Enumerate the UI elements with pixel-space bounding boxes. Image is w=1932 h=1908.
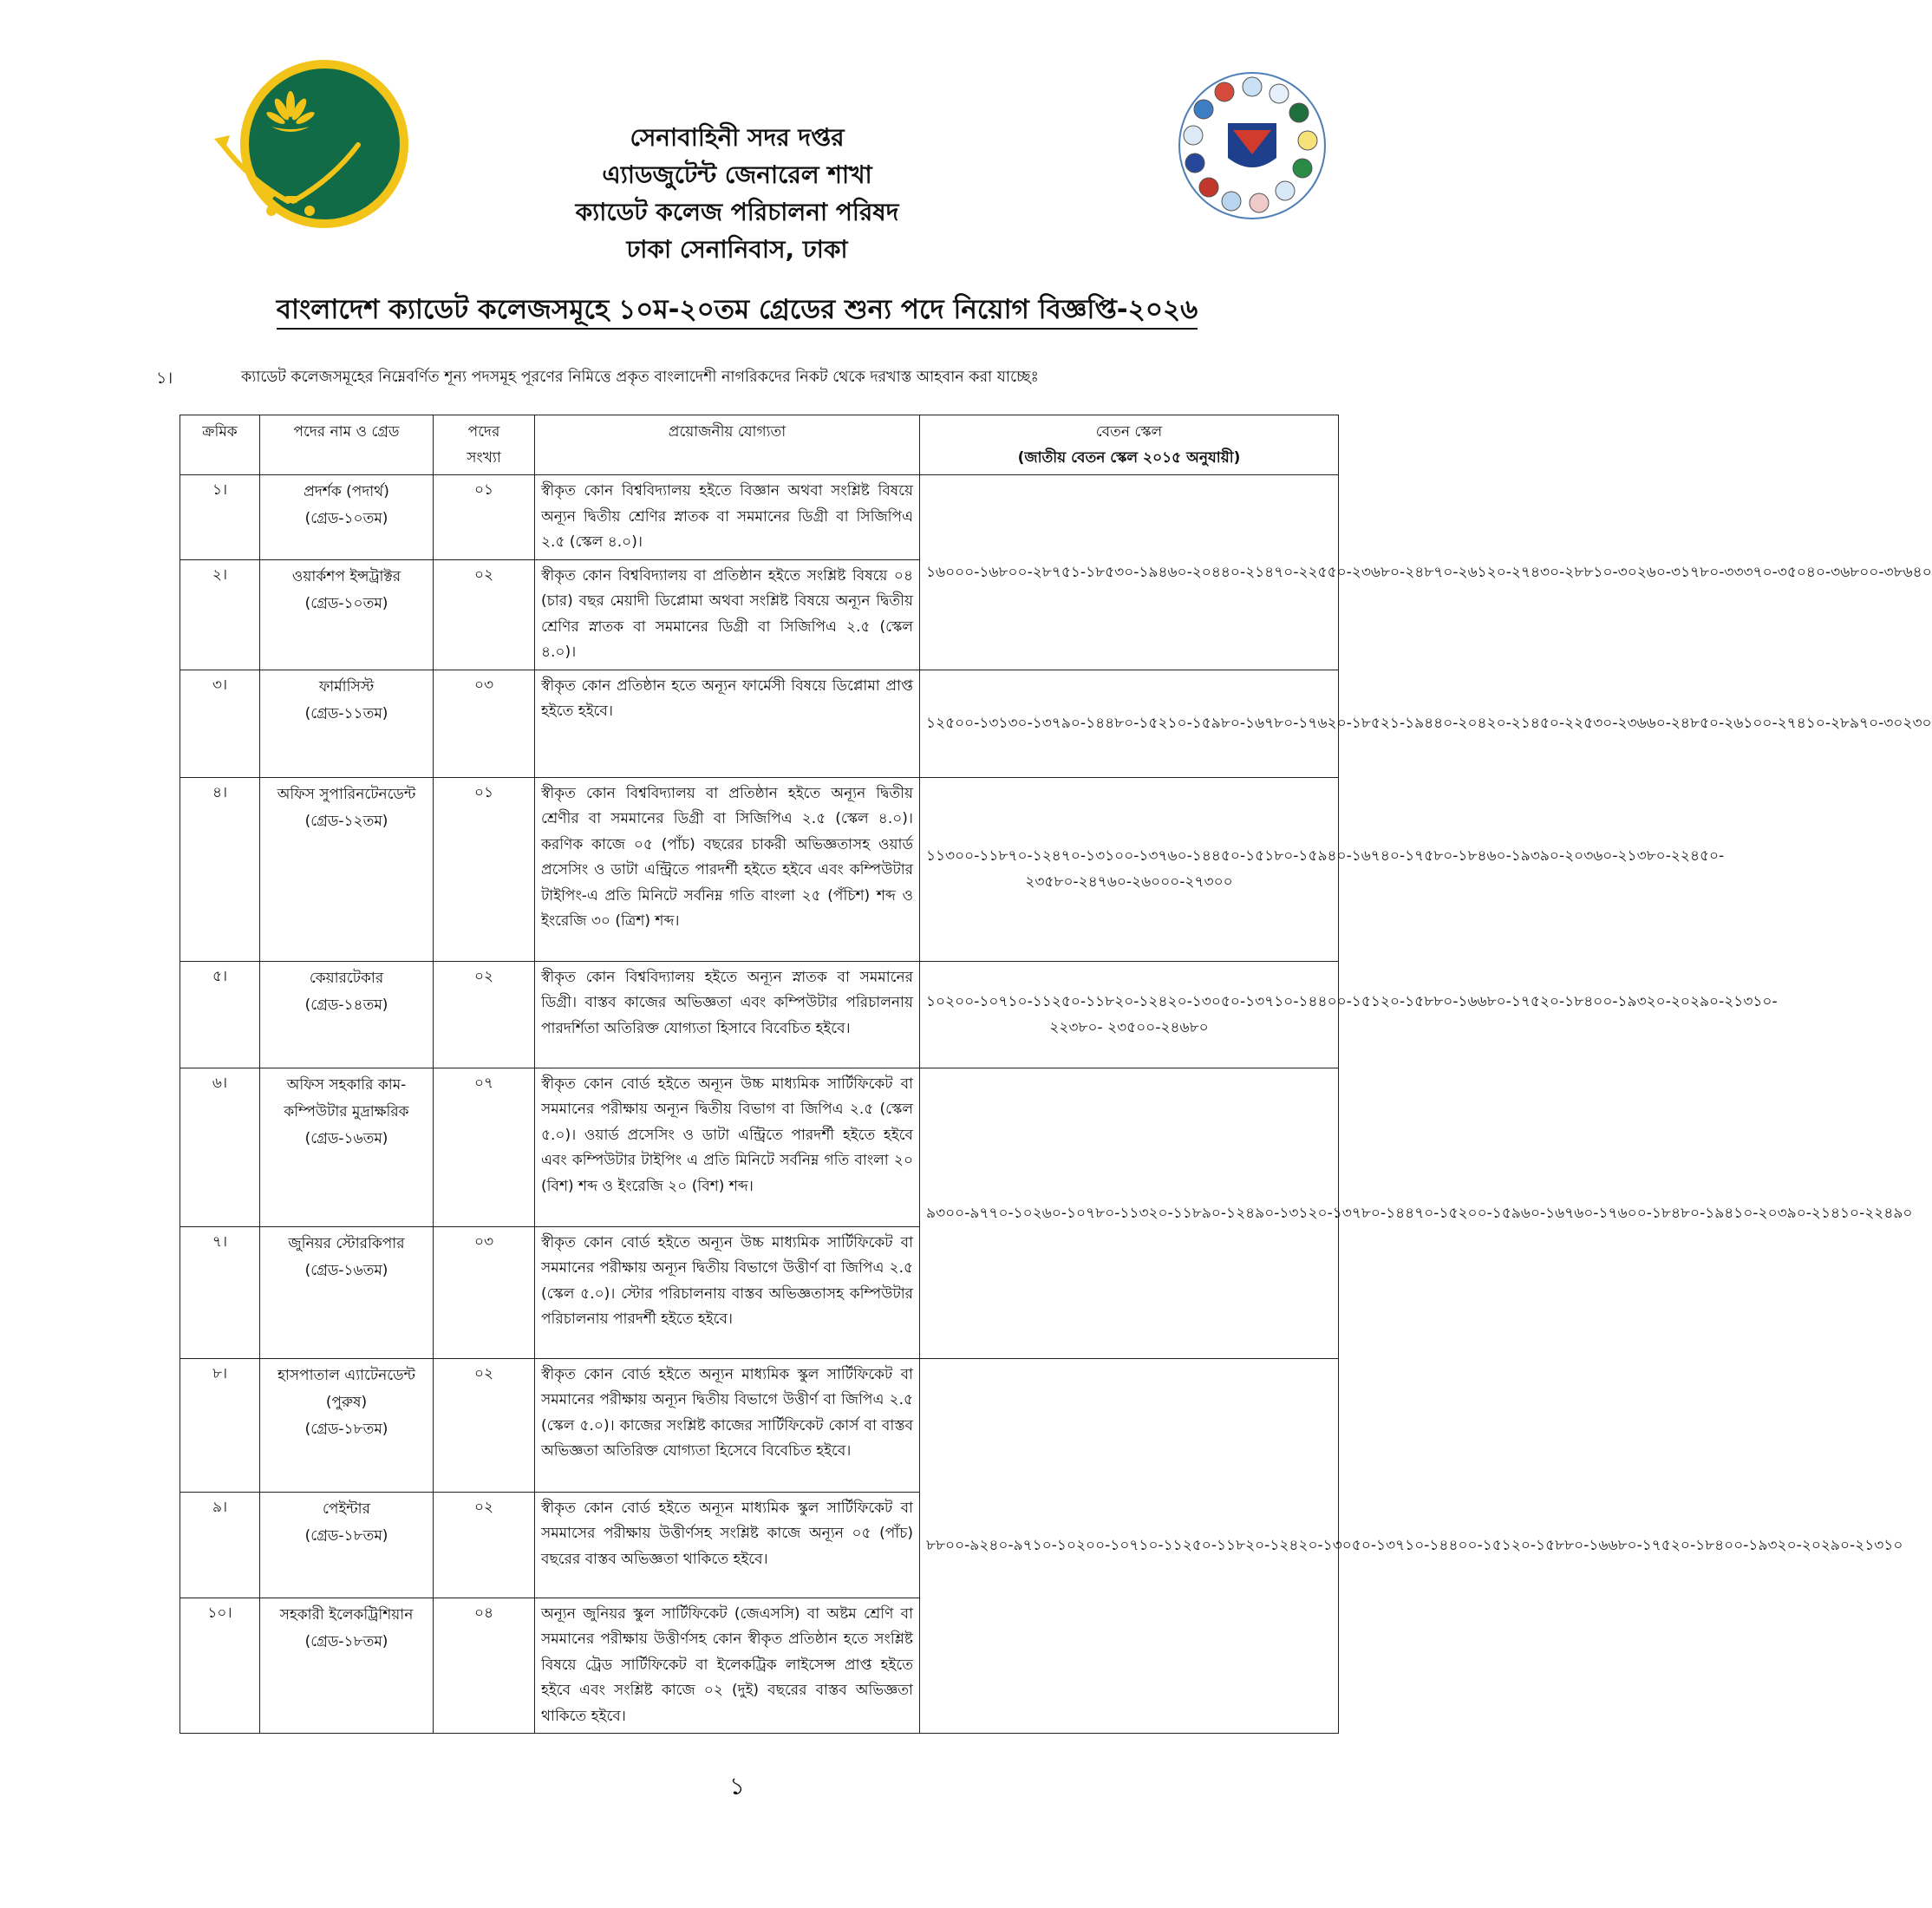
row-pay-scale: ৯৩০০-৯৭৭০-১০২৬০-১০৭৮০-১১৩২০-১১৮৯০-১২৪৯০-১৩১২০-১৩৭৮০-১৪৪৭০-১৫২০০-১৫৯৬০-১৬৭৬০-১৭৬০০-১৮৪৮০-১৯৪১০-২০৩৯০-২১৪১০-২২৪৯০ bbox=[920, 1068, 1339, 1358]
table-row bbox=[180, 1358, 1339, 1492]
post-grade: (গ্রেড-১৮তম) bbox=[304, 1632, 388, 1650]
post-grade: (গ্রেড-১০তম) bbox=[304, 510, 388, 527]
row-serial: ৯। bbox=[180, 1492, 260, 1598]
row-qualification: অন্যূন জুনিয়র স্কুল সার্টিফিকেট (জেএসসি) বা অষ্টম শ্রেণি বা সমমানের পরীক্ষায় উত্তীর্ণসহ কোন স্বীকৃত প্রতিষ্ঠান হতে সংশ্লিষ্ট বিষয়ে ট্রেড সার্টিফিকেট বা ইলেকট্রিক লাইসেন্স প্রাপ্ত হইতে হইবে এবং সংশ্লিষ্ট কাজে ০২ (দুই) বছরের বাস্তব অভিজ্ঞতা থাকিতে হইবে। bbox=[535, 1598, 920, 1734]
header-post-name: পদের নাম ও গ্রেড bbox=[260, 415, 434, 475]
post-name: হাসপাতাল এ্যাটেনডেন্ট (পুরুষ) bbox=[277, 1366, 416, 1411]
post-grade: (গ্রেড-১৬তম) bbox=[304, 1129, 388, 1147]
row-serial: ৮। bbox=[180, 1358, 260, 1492]
post-grade: (গ্রেড-১২তম) bbox=[304, 812, 388, 830]
row-serial: ৫। bbox=[180, 961, 260, 1068]
row-serial: ২। bbox=[180, 559, 260, 670]
row-quantity: ০৩ bbox=[434, 1226, 535, 1358]
post-grade: (গ্রেড-১৪তম) bbox=[304, 996, 388, 1014]
header-pay-scale bbox=[920, 415, 1339, 475]
row-qualification: স্বীকৃত কোন বিশ্ববিদ্যালয় বা প্রতিষ্ঠান হইতে সংশ্লিষ্ট বিষয়ে ০৪ (চার) বছর মেয়াদী ডিপ্লোমা অথবা সংশ্লিষ্ট বিষয়ে অন্যূন দ্বিতীয় শ্রেণির স্নাতক বা সমমানের ডিগ্রী বা সিজিপিএ ২.৫ (স্কেল ৪.০)। bbox=[535, 559, 920, 670]
row-pay-scale: ১০২০০-১০৭১০-১১২৫০-১১৮২০-১২৪২০-১৩০৫০-১৩৭১০-১৪৪০০-১৫১২০-১৫৮৮০-১৬৬৮০-১৭৫২০-১৮৪০০-১৯৩২০-২০২৯০-২১৩১০- ২২৩৮০- ২৩৫০০-২৪৬৮০ bbox=[920, 961, 1339, 1068]
row-qualification: স্বীকৃত কোন প্রতিষ্ঠান হতে অন্যূন ফার্মেসী বিষয়ে ডিপ্লোমা প্রাপ্ত হইতে হইবে। bbox=[535, 670, 920, 777]
row-qualification: স্বীকৃত কোন বোর্ড হইতে অন্যূন মাধ্যমিক স্কুল সার্টিফিকেট বা সমমাসের পরীক্ষায় উত্তীর্ণসহ সংশ্লিষ্ট কাজে অন্যূন ০৫ (পাঁচ) বছরের বাস্তব অভিজ্ঞতা থাকিতে হইবে। bbox=[535, 1492, 920, 1598]
header-line-hq: সেনাবাহিনী সদর দপ্তর bbox=[630, 123, 845, 152]
notice-title-text: বাংলাদেশ ক্যাডেট কলেজসমূহে ১০ম-২০তম গ্রেডের শুন্য পদে নিয়োগ বিজ্ঞপ্তি-২০২৬ bbox=[277, 294, 1198, 330]
row-pay-scale: ৮৮০০-৯২৪০-৯৭১০-১০২০০-১০৭১০-১১২৫০-১১৮২০-১২৪২০-১৩০৫০-১৩৭১০-১৪৪০০-১৫১২০-১৫৮৮০-১৬৬৮০-১৭৫২০-১৮৪০০-১৯৩২০-২০২৯০-২১৩১০ bbox=[920, 1358, 1339, 1734]
row-pay-scale: ১১৩০০-১১৮৭০-১২৪৭০-১৩১০০-১৩৭৬০-১৪৪৫০-১৫১৮০-১৫৯৪০-১৬৭৪০-১৭৫৮০-১৮৪৬০-১৯৩৯০-২০৩৬০-২১৩৮০-২২৪৫০- ২৩৫৮০-২৪৭৬০-২৬০০০-২৭৩০০ bbox=[920, 777, 1339, 961]
table-row bbox=[180, 670, 1339, 777]
page-number: ১ bbox=[728, 1772, 746, 1800]
header-pay-scale-line2: (জাতীয় বেতন স্কেল ২০১৫ অনুযায়ী) bbox=[1017, 449, 1241, 467]
header-line-location: ঢাকা সেনানিবাস, ঢাকা bbox=[626, 235, 848, 264]
header-pay-scale-line1: বেতন স্কেল bbox=[1095, 423, 1163, 441]
notice-title bbox=[0, 289, 1474, 334]
row-serial: ৭। bbox=[180, 1226, 260, 1358]
row-post-name bbox=[260, 961, 434, 1068]
row-quantity: ০৭ bbox=[434, 1068, 535, 1226]
post-grade: (গ্রেড-১৮তম) bbox=[304, 1420, 388, 1438]
row-post-name bbox=[260, 670, 434, 777]
table-row bbox=[180, 961, 1339, 1068]
row-quantity: ০৩ bbox=[434, 670, 535, 777]
header-line-branch: এ্যাডজুটেন্ট জেনারেল শাখা bbox=[602, 160, 872, 189]
row-post-name bbox=[260, 777, 434, 961]
vacancy-table bbox=[179, 415, 1932, 1734]
row-pay-scale: ১২৫০০-১৩১৩০-১৩৭৯০-১৪৪৮০-১৫২১০-১৫৯৮০-১৬৭৮০-১৭৬২০-১৮৫২১-১৯৪৪০-২০৪২০-২১৪৫০-২২৫৩০-২৩৬৬০-২৪৮৫০-২৬১০০-২৭৪১০-২৮৯৭০-৩০২৩০ bbox=[920, 670, 1339, 777]
row-serial: ১০। bbox=[180, 1598, 260, 1734]
post-name: সহকারী ইলেকট্রিশিয়ান bbox=[279, 1605, 414, 1624]
post-name: অফিস সুপারিনটেনডেন্ট bbox=[277, 785, 416, 803]
row-qualification: স্বীকৃত কোন বিশ্ববিদ্যালয় হইতে বিজ্ঞান অথবা সংশ্লিষ্ট বিষয়ে অন্যূন দ্বিতীয় শ্রেণির স্নাতক বা সমমানের ডিগ্রী বা সিজিপিএ ২.৫ (স্কেল ৪.০)। bbox=[535, 475, 920, 560]
row-qualification: স্বীকৃত কোন বোর্ড হইতে অন্যূন উচ্চ মাধ্যমিক সার্টিফিকেট বা সমমানের পরীক্ষায় অন্যূন দ্বিতীয় বিভাগ বা জিপিএ ২.৫ (স্কেল ৫.০)। ওয়ার্ড প্রসেসিং ও ডাটা এন্ট্রিতে পারদর্শী হইতে হইবে এবং কম্পিউটার টাইপিং এ প্রতি মিনিটে সর্বনিম্ন গতি বাংলা ২০ (বিশ) শব্দ ও ইংরেজি ২০ (বিশ) শব্দ। bbox=[535, 1068, 920, 1226]
table-row bbox=[180, 475, 1339, 560]
row-serial: ১। bbox=[180, 475, 260, 560]
post-name: ওয়ার্কশপ ইন্সট্রাক্টর bbox=[291, 567, 401, 585]
post-name: ফার্মাসিস্ট bbox=[318, 677, 375, 696]
row-serial: ৪। bbox=[180, 777, 260, 961]
table-row bbox=[180, 1068, 1339, 1226]
header-qualification: প্রয়োজনীয় যোগ্যতা bbox=[535, 415, 920, 475]
post-grade: (গ্রেড-১৮তম) bbox=[304, 1526, 388, 1545]
table-header-row bbox=[180, 415, 1339, 475]
post-grade: (গ্রেড-১০তম) bbox=[304, 594, 388, 612]
row-qualification: স্বীকৃত কোন বোর্ড হইতে অন্যূন মাধ্যমিক স্কুল সার্টিফিকেট বা সমমানের পরীক্ষায় অন্যূন দ্বিতীয় বিভাগে উত্তীর্ণ বা জিপিএ ২.৫ (স্কেল ৫.০)। কাজের সংশ্লিষ্ট কাজের সার্টিফিকেট কোর্স বা বাস্তব অভিজ্ঞতা অতিরিক্ত যোগ্যতা হিসেবে বিবেচিত হইবে। bbox=[535, 1358, 920, 1492]
row-post-name bbox=[260, 1598, 434, 1734]
row-post-name bbox=[260, 1226, 434, 1358]
header-line-council: ক্যাডেট কলেজ পরিচালনা পরিষদ bbox=[575, 198, 899, 226]
row-post-name bbox=[260, 559, 434, 670]
paragraph-text: ক্যাডেট কলেজসমূহের নিম্নেবর্ণিত শূন্য পদসমূহ পূরণের নিমিত্তে প্রকৃত বাংলাদেশী নাগরিকদের নিকট থেকে দরখাস্ত আহবান করা যাচ্ছেঃ bbox=[241, 369, 1039, 386]
row-quantity: ০৪ bbox=[434, 1598, 535, 1734]
post-name: জুনিয়র স্টোরকিপার bbox=[288, 1234, 405, 1252]
row-serial: ৬। bbox=[180, 1068, 260, 1226]
row-post-name bbox=[260, 1492, 434, 1598]
row-quantity: ০২ bbox=[434, 1492, 535, 1598]
row-qualification: স্বীকৃত কোন বিশ্ববিদ্যালয় বা প্রতিষ্ঠান হইতে অন্যূন দ্বিতীয় শ্রেণীর বা সমমানের ডিগ্রী বা সিজিপিএ ২.৫ (স্কেল ৪.০)। করণিক কাজে ০৫ (পাঁচ) বছরের চাকরী অভিজ্ঞতাসহ ওয়ার্ড প্রসেসিং ও ডাটা এন্ট্রিতে পারদর্শী হইতে হইবে এবং কম্পিউটার টাইপিং-এ প্রতি মিনিটে সর্বনিম্ন গতি বাংলা ২৫ (পঁচিশ) শব্দ ও ইংরেজি ৩০ (ত্রিশ) শব্দ। bbox=[535, 777, 920, 961]
post-name: প্রদর্শক (পদার্থ) bbox=[304, 483, 389, 500]
row-qualification: স্বীকৃত কোন বিশ্ববিদ্যালয় হইতে অন্যূন স্নাতক বা সমমানের ডিগ্রী। বাস্তব কাজের অভিজ্ঞতা এবং কম্পিউটার পরিচালনায় পারদর্শিতা অতিরিক্ত যোগ্যতা হিসাবে বিবেচিত হইবে। bbox=[535, 961, 920, 1068]
row-quantity: ০২ bbox=[434, 559, 535, 670]
row-qualification: স্বীকৃত কোন বোর্ড হইতে অন্যূন উচ্চ মাধ্যমিক সার্টিফিকেট বা সমমানের পরীক্ষায় অন্যূন দ্বিতীয় বিভাগে উত্তীর্ণ বা জিপিএ ২.৫ (স্কেল ৫.০)। স্টোর পরিচালনায় বাস্তব অভিজ্ঞতাসহ কম্পিউটার পরিচালনায় পারদর্শী হইতে হইবে। bbox=[535, 1226, 920, 1358]
paragraph-number: ১। bbox=[156, 369, 173, 388]
table-row bbox=[180, 777, 1339, 961]
post-grade: (গ্রেড-১৬তম) bbox=[304, 1261, 388, 1279]
row-post-name bbox=[260, 475, 434, 560]
row-post-name bbox=[260, 1068, 434, 1226]
row-quantity: ০১ bbox=[434, 777, 535, 961]
row-quantity: ০২ bbox=[434, 1358, 535, 1492]
row-quantity: ০১ bbox=[434, 475, 535, 560]
post-name: অফিস সহকারি কাম-কম্পিউটার মুদ্রাক্ষরিক bbox=[284, 1075, 409, 1121]
row-serial: ৩। bbox=[180, 670, 260, 777]
post-grade: (গ্রেড-১১তম) bbox=[304, 704, 388, 722]
row-quantity: ০২ bbox=[434, 961, 535, 1068]
row-pay-scale: ১৬০০০-১৬৮০০-২৮৭৫১-১৮৫৩০-১৯৪৬০-২০৪৪০-২১৪৭০-২২৫৫০-২৩৬৮০-২৪৮৭০-২৬১২০-২৭৪৩০-২৮৮১০-৩০২৬০-৩১৭৮০-৩৩৩৭০-৩৫০৪০-৩৬৮০০-৩৮৬৪০ bbox=[920, 475, 1339, 670]
header-serial: ক্রমিক bbox=[180, 415, 260, 475]
header-quantity: পদের সংখ্যা bbox=[434, 415, 535, 475]
post-name: পেইন্টার bbox=[323, 1500, 370, 1518]
post-name: কেয়ারটেকার bbox=[309, 969, 384, 987]
row-post-name bbox=[260, 1358, 434, 1492]
